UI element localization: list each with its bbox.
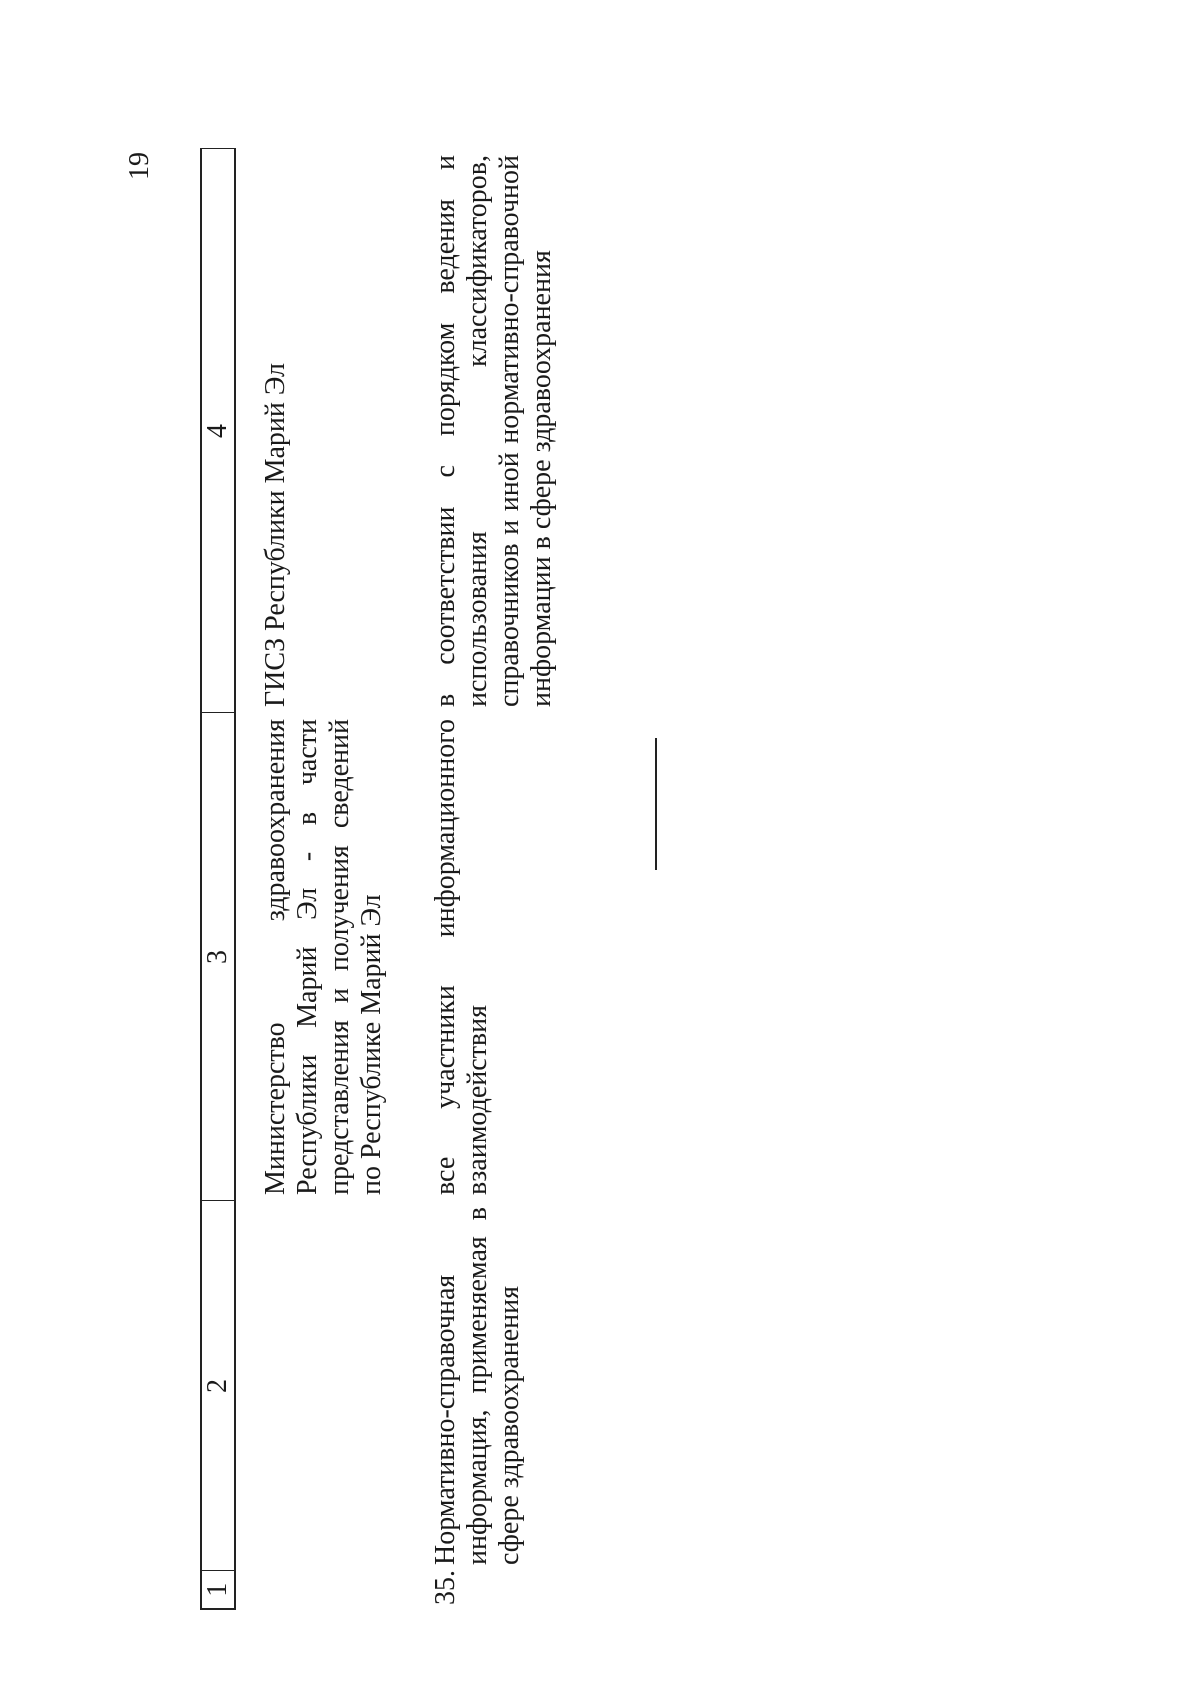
page-number: 19 xyxy=(124,152,155,180)
row-system: в соответствии с порядком ведения и использования классификаторов, справочников и иной нормативно-справочной информации в сфере здравоохранения xyxy=(430,155,557,707)
data-table xyxy=(200,149,576,1611)
table-row xyxy=(406,149,576,1609)
table-header-row xyxy=(201,149,235,1609)
row-number: 35. xyxy=(430,1570,461,1605)
table-row xyxy=(235,149,406,1609)
header-col-2: 2 xyxy=(201,1201,235,1571)
header-col-3: 3 xyxy=(201,713,235,1201)
rotated-table-container xyxy=(200,150,1200,1610)
row-name: Нормативно-справочная информация, применяемая в сфере здравоохранения xyxy=(430,1207,525,1565)
header-col-1: 1 xyxy=(201,1571,235,1609)
row-name xyxy=(235,1201,406,1571)
row-system: ГИСЗ Республики Марий Эл xyxy=(260,363,291,707)
row-participants: Министерство здравоохранения Республики Марий Эл - в части представления и получения сведений по Республике Марий Эл xyxy=(260,719,387,1195)
header-col-4: 4 xyxy=(201,149,235,713)
row-participants: все участники информационного взаимодействия xyxy=(430,719,493,1195)
row-number xyxy=(235,1571,406,1609)
end-of-table-line xyxy=(655,738,657,870)
